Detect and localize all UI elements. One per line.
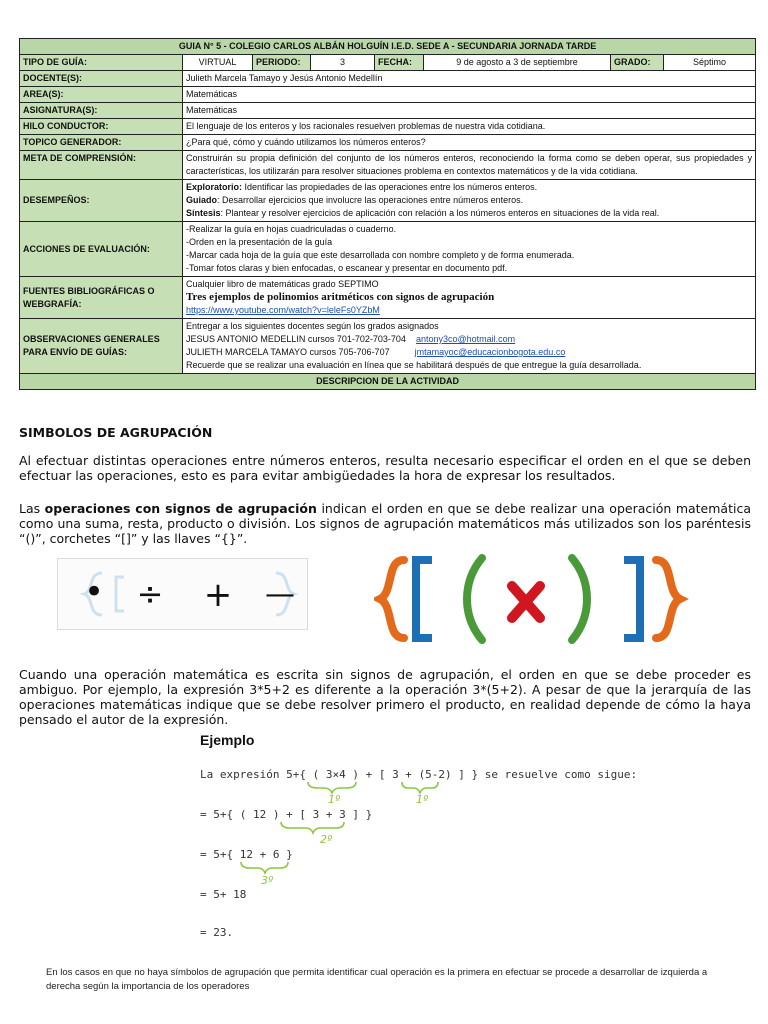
obs-cell bbox=[183, 319, 756, 374]
accion-item: -Orden en la presentación de la guía bbox=[186, 237, 333, 247]
intro-paragraph: Al efectuar distintas operaciones entre números enteros, resulta necesario especificar el orden en el que se deben efectuar las operaciones, esto es para evitar ambigüedades la hora de expresar los resultados. bbox=[19, 453, 751, 483]
meta-value: Construirán su propia definición del conjunto de los números enteros, reconociendo la forma como se deben operar, sus propiedades y características, los utilizarán para resolver situaciones problema en contextos matemáticos y de la vida cotidiana. bbox=[183, 151, 756, 180]
tipo-label: TIPO DE GUÍA: bbox=[20, 55, 183, 71]
example-step-1-braces bbox=[200, 780, 680, 804]
fuentes-book: Cualquier libro de matemáticas grado SEPTIMO bbox=[186, 279, 379, 289]
asignatura-value: Matemáticas bbox=[183, 103, 756, 119]
docente-label: DOCENTE(S): bbox=[20, 71, 183, 87]
example-step-3-braces bbox=[200, 860, 680, 884]
obs-intro: Entregar a los siguientes docentes según los grados asignados bbox=[186, 321, 439, 331]
email-link-1[interactable]: antony3co@hotmail.com bbox=[415, 334, 516, 344]
area-value: Matemáticas bbox=[183, 87, 756, 103]
obs-teacher-2: JULIETH MARCELA TAMAYO cursos 705-706-707 bbox=[186, 347, 390, 357]
left-bracket-icon bbox=[416, 560, 432, 638]
obs-reminder: Recuerde que se realizar una evaluación en línea que se habilitará después de que entregue la guía desarrollada. bbox=[186, 360, 642, 370]
right-brace-icon bbox=[656, 560, 680, 638]
dot-operator-icon: • bbox=[83, 572, 105, 612]
multiply-cross-icon bbox=[512, 586, 540, 618]
obs-label: OBSERVACIONES GENERALES PARA ENVÍO DE GUÍAS: bbox=[20, 319, 183, 374]
acciones-list bbox=[183, 222, 756, 277]
guide-header-table bbox=[19, 38, 755, 390]
fuentes-video-link[interactable]: https://www.youtube.com/watch?v=leleFs0YZbM bbox=[186, 305, 380, 315]
right-bracket-icon bbox=[624, 560, 640, 638]
example-line-5: = 23. bbox=[200, 926, 234, 939]
accion-item: -Realizar la guía en hojas cuadriculadas o cuaderno. bbox=[186, 224, 397, 234]
example-line-2: = 5+{ ( 12 ) + [ 3 + 3 ] } bbox=[200, 808, 373, 821]
definition-paragraph: Las operaciones con signos de agrupación indican el orden en que se debe realizar una operación matemática como una suma, resta, producto o división. Los signos de agrupación matemáticos más utilizados son los paréntesis “()”, corchetes “[]” y las llaves “{}”. bbox=[19, 501, 751, 546]
fuentes-cell bbox=[183, 277, 756, 319]
plus-operator-icon: + bbox=[203, 575, 233, 615]
topico-label: TOPICO GENERADOR: bbox=[20, 135, 183, 151]
faint-bracket-icon bbox=[116, 577, 124, 611]
desempenos-label: DESEMPEÑOS: bbox=[20, 180, 183, 222]
example-line-1: La expresión 5+{ ( 3×4 ) + [ 3 + (5-2) ] } se resuelve como sigue: bbox=[200, 768, 638, 781]
example-title: Ejemplo bbox=[200, 732, 255, 748]
minus-operator-icon: — bbox=[265, 577, 295, 612]
svg-text:1º: 1º bbox=[416, 793, 429, 804]
desempeno-item: Guiado: Desarrollar ejercicios que involucre las operaciones entre números enteros. bbox=[186, 195, 524, 205]
topico-value: ¿Para qué, cómo y cuándo utilizamos los números enteros? bbox=[183, 135, 756, 151]
example-line-3: = 5+{ 12 + 6 } bbox=[200, 848, 293, 861]
example-step-2-braces bbox=[200, 820, 680, 844]
accion-item: -Tomar fotos claras y bien enfocadas, o escanear y presentar en documento pdf. bbox=[186, 263, 508, 273]
example-box bbox=[200, 732, 680, 942]
section-title: SIMBOLOS DE AGRUPACIÓN bbox=[19, 425, 213, 440]
hilo-label: HILO CONDUCTOR: bbox=[20, 119, 183, 135]
meta-label: META DE COMPRENSIÓN: bbox=[20, 151, 183, 180]
divide-operator-icon: ÷ bbox=[136, 575, 164, 613]
svg-text:1º: 1º bbox=[328, 793, 341, 804]
area-label: AREA(S): bbox=[20, 87, 183, 103]
grouping-symbols-image bbox=[374, 552, 689, 646]
closing-note: En los casos en que no haya símbolos de agrupación que permita identificar cual operación es la primera en efectuar se procede a desarrollar de izquierda a derecha según la importancia de los operadores bbox=[46, 967, 708, 992]
acciones-label: ACCIONES DE EVALUACIÓN: bbox=[20, 222, 183, 277]
fecha-value: 9 de agosto a 3 de septiembre bbox=[424, 55, 611, 71]
left-brace-icon bbox=[380, 560, 404, 638]
obs-teacher-1: JESUS ANTONIO MEDELLIN cursos 701-702-703-704 bbox=[186, 334, 406, 344]
desempenos-list bbox=[183, 180, 756, 222]
docente-value: Julieth Marcela Tamayo y Jesús Antonio Medellín bbox=[183, 71, 756, 87]
grado-label: GRADO: bbox=[611, 55, 664, 71]
operators-svg bbox=[58, 559, 307, 629]
periodo-value: 3 bbox=[311, 55, 375, 71]
fecha-label: FECHA: bbox=[375, 55, 424, 71]
desempeno-item: Exploratorio: Identificar las propiedades de las operaciones entre los números enteros. bbox=[186, 182, 538, 192]
tipo-value: VIRTUAL bbox=[183, 55, 253, 71]
right-paren-icon bbox=[572, 558, 587, 640]
asignatura-label: ASIGNATURA(S): bbox=[20, 103, 183, 119]
desempeno-item: Síntesis: Plantear y resolver ejercicios de aplicación con relación a los números enteros en situaciones de la vida real. bbox=[186, 208, 660, 218]
example-line-4: = 5+ 18 bbox=[200, 888, 247, 901]
fuentes-video-title: Tres ejemplos de polinomios aritméticos con signos de agrupación bbox=[186, 291, 495, 303]
periodo-label: PERIODO: bbox=[253, 55, 311, 71]
activity-header: DESCRIPCION DE LA ACTIVIDAD bbox=[20, 374, 756, 390]
guide-title: GUIA N° 5 - COLEGIO CARLOS ALBÁN HOLGUÍN I.E.D. SEDE A - SECUNDARIA JORNADA TARDE bbox=[20, 39, 756, 55]
email-link-2[interactable]: jmtamayoc@educacionbogota.edu.co bbox=[414, 347, 566, 357]
grado-value: Séptimo bbox=[664, 55, 756, 71]
fuentes-label: FUENTES BIBLIOGRÁFICAS O WEBGRAFÍA: bbox=[20, 277, 183, 319]
accion-item: -Marcar cada hoja de la guía que este desarrollada con nombre completo y de forma enumerada. bbox=[186, 250, 575, 260]
grouping-symbols-svg bbox=[374, 552, 689, 646]
hilo-value: El lenguaje de los enteros y los racionales resuelven problemas de nuestra vida cotidiana. bbox=[183, 119, 756, 135]
ambiguity-paragraph: Cuando una operación matemática es escrita sin signos de agrupación, el orden en que se debe proceder es ambiguo. Por ejemplo, la expresión 3*5+2 es diferente a la operación 3*(5+2). A pesar de que la jerarquía de las operaciones matemáticas indique que se debe resolver primero el producto, en realidad depende de cómo la haya pensado el autor de la expresión. bbox=[19, 667, 751, 727]
operators-image bbox=[57, 558, 308, 630]
svg-text:3º: 3º bbox=[261, 874, 274, 884]
left-paren-icon bbox=[467, 558, 482, 640]
svg-text:2º: 2º bbox=[320, 833, 333, 844]
